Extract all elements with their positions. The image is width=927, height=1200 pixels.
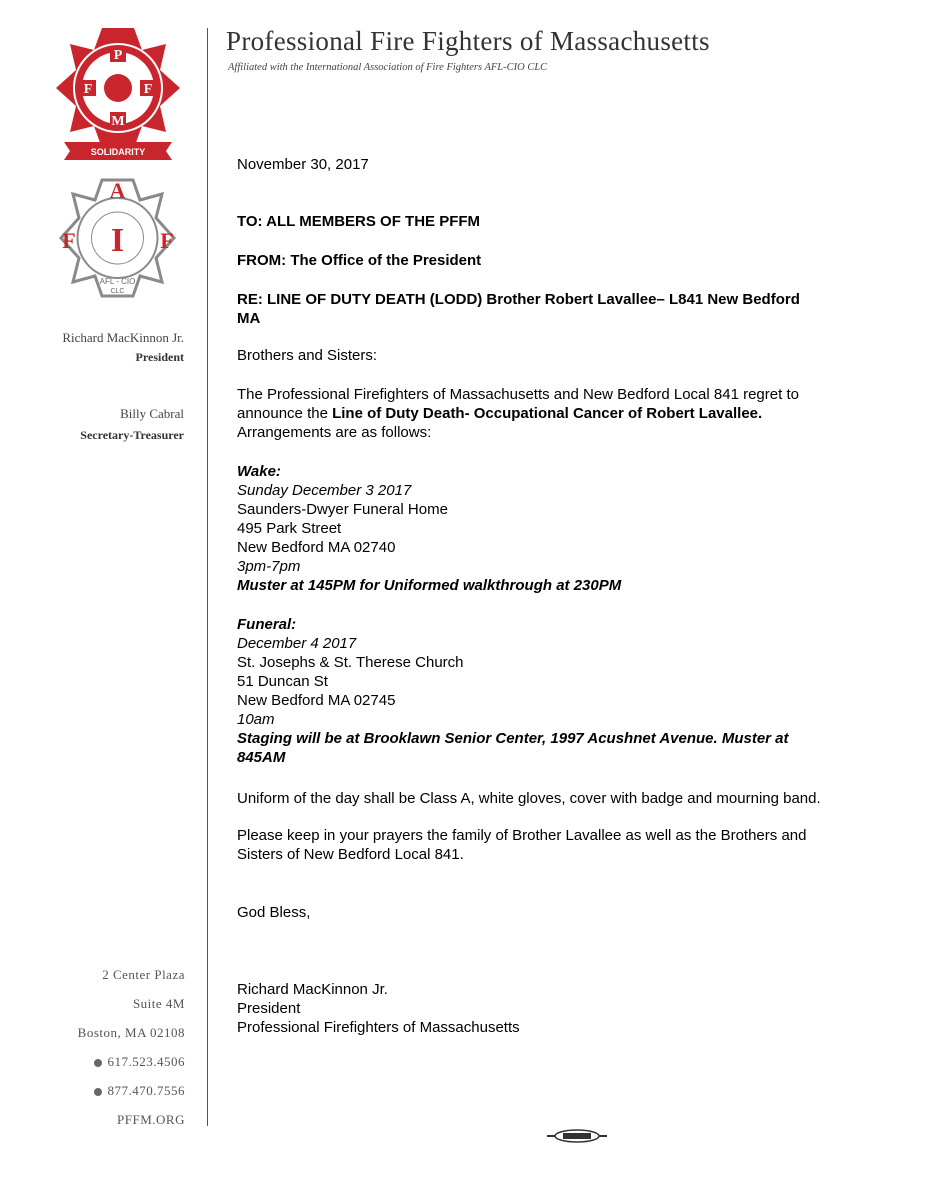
solidarity-banner: SOLIDARITY: [90, 147, 146, 157]
funeral-note: Staging will be at Brooklawn Senior Center, 1997 Acushnet Avenue. Muster at: [237, 730, 789, 747]
iaff-logo-letter: F: [62, 228, 76, 253]
wake-heading: Wake:: [237, 463, 281, 480]
phone-number: [94, 1054, 186, 1070]
signer-org: Professional Firefighters of Massachusetts: [237, 1019, 520, 1036]
iaff-logo-letter: F: [160, 228, 174, 253]
wake-venue: Saunders-Dwyer Funeral Home: [237, 501, 448, 518]
org-title: Professional Fire Fighters of Massachusetts: [226, 26, 710, 56]
funeral-time: 10am: [237, 711, 275, 728]
intro-line: [237, 404, 897, 423]
intro-line: Arrangements are as follows:: [237, 424, 432, 441]
intro-line: The Professional Firefighters of Massachusetts and New Bedford Local 841 regret to: [237, 386, 799, 403]
wake-note: Muster at 145PM for Uniformed walkthrough at 230PM: [237, 577, 622, 594]
org-affiliation: Affiliated with the International Association of Fire Fighters AFL-CIO CLC: [228, 62, 548, 73]
pffm-logo-letter: F: [83, 82, 93, 97]
phone-icon: [94, 1059, 102, 1067]
address-line: Suite 4M: [132, 996, 185, 1011]
address-line: Boston, MA 02108: [77, 1025, 185, 1040]
letter-re: [237, 290, 897, 328]
funeral-section: [237, 615, 897, 767]
iaff-logo-letter: I: [110, 222, 125, 259]
pffm-logo: [52, 22, 184, 162]
prayers-line: Sisters of New Bedford Local 841.: [237, 846, 464, 863]
uniform-paragraph: Uniform of the day shall be Class A, white gloves, cover with badge and mourning band.: [237, 790, 821, 807]
wake-street: 495 Park Street: [237, 520, 342, 537]
fax-text: 877.470.7556: [107, 1083, 185, 1098]
funeral-street: 51 Duncan St: [237, 673, 328, 690]
letter-re-line: MA: [237, 310, 261, 327]
funeral-city: New Bedford MA 02745: [237, 692, 396, 709]
intro-bold-text: Line of Duty Death- Occupational Cancer of Robert Lavallee.: [332, 405, 763, 422]
signer-title: President: [237, 1000, 301, 1017]
prayers-line: Please keep in your prayers the family of Brother Lavallee as well as the Brothers and: [237, 827, 807, 844]
pffm-logo-letter: P: [113, 48, 123, 63]
letterhead-divider: [207, 28, 208, 1126]
iaff-logo: [55, 176, 180, 301]
wake-city: New Bedford MA 02740: [237, 539, 396, 556]
funeral-venue: St. Josephs & St. Therese Church: [237, 654, 464, 671]
fax-icon: [94, 1088, 102, 1096]
funeral-date: December 4 2017: [237, 635, 357, 652]
wake-time: 3pm-7pm: [237, 558, 301, 575]
letter-date: November 30, 2017: [237, 156, 369, 173]
iaff-logo-afl-cio: AFL - CIO: [99, 277, 136, 286]
union-bug-logo: [545, 1128, 609, 1144]
iaff-logo-letter: A: [109, 178, 126, 203]
closing: God Bless,: [237, 904, 311, 921]
wake-section: [237, 462, 897, 595]
funeral-heading: Funeral:: [237, 616, 297, 633]
fax-number: [94, 1083, 186, 1099]
officer-title: Secretary-Treasurer: [80, 428, 184, 442]
officer-name: Billy Cabral: [120, 406, 184, 421]
website: PFFM.ORG: [117, 1112, 185, 1127]
intro-paragraph: [237, 385, 897, 442]
wake-date: Sunday December 3 2017: [237, 482, 412, 499]
iaff-logo-clc: CLC: [110, 288, 125, 295]
officer-name: Richard MacKinnon Jr.: [62, 330, 184, 345]
officer-title: President: [135, 350, 184, 364]
letter-re-line: RE: LINE OF DUTY DEATH (LODD) Brother Robert Lavallee– L841 New Bedford: [237, 291, 800, 308]
address-line: 2 Center Plaza: [102, 967, 185, 982]
letter-from: FROM: The Office of the President: [237, 252, 482, 269]
salutation: Brothers and Sisters:: [237, 347, 378, 364]
funeral-note: 845AM: [237, 749, 286, 766]
intro-text: announce the: [237, 405, 333, 422]
letter-to: TO: ALL MEMBERS OF THE PFFM: [237, 213, 481, 230]
prayers-paragraph: [237, 826, 897, 864]
signature-block: [237, 980, 897, 1037]
pffm-logo-letter: M: [111, 114, 125, 129]
signer-name: Richard MacKinnon Jr.: [237, 981, 388, 998]
pffm-logo-letter: F: [143, 82, 153, 97]
phone-text: 617.523.4506: [107, 1054, 185, 1069]
